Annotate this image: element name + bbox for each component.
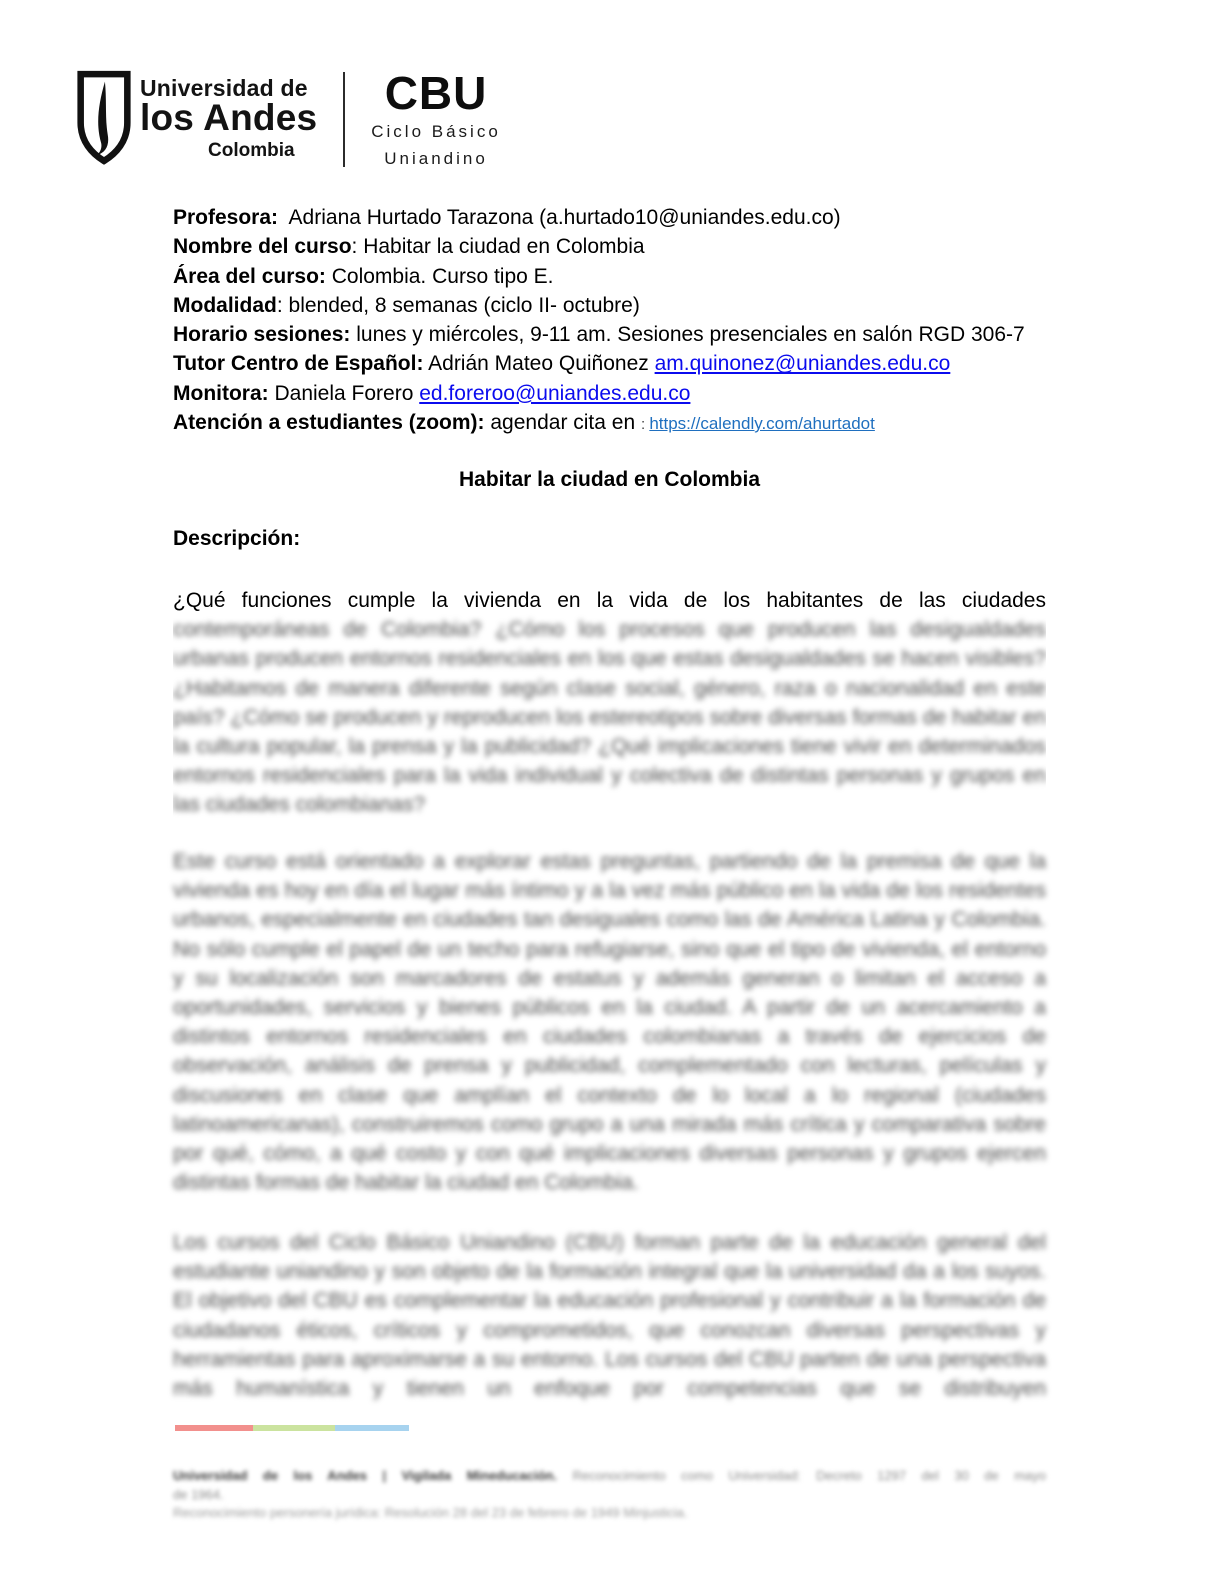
cbu-logo-sub1: Ciclo Básico [371,122,501,141]
accent-bar-blue-segment [335,1425,409,1431]
uniandes-logo-line1: Universidad de [140,75,308,101]
info-value: Adriana Hurtado Tarazona (a.hurtado10@uniandes.edu.co) [278,206,841,229]
info-value: Daniela Forero [268,381,420,405]
accent-bar-red-segment [175,1425,253,1431]
info-label: Profesora: [173,206,279,229]
cbu-logo-sub2: Uniandino [384,149,488,168]
info-value: lunes y miércoles, 9-11 am. Sesiones presenciales en salón RGD 306-7 [350,323,1025,347]
description-paragraph-1 [173,586,1046,824]
course-info [173,203,1113,439]
info-value: agendar cita en [484,411,641,435]
info-line-profesora [173,203,1113,232]
calendly-link[interactable]: https://calendly.com/ahurtadot [649,414,875,434]
info-label: Tutor Centro de Español: [173,352,424,376]
description-paragraph-2-blurred: Este curso está orientado a explorar estas preguntas, partiendo de la premisa de que la vivienda es hoy en día el lugar más íntimo y a la vez más público en la vida de los residentes urbanos, especialmente en ciudades tan desiguales como las de América Latina y Colombia. No sólo cumple el papel de un techo para refugiarse, sino que el tipo de vivienda, el entorno y su localización son marcadores de estatus y además generan o limitan el acceso a oportunidades, servicios y bienes públicos en la ciudad. A partir de un acercamiento a distintos entornos residenciales en ciudades colombianas a través de ejercicios de observación, análisis de prensa y publicidad, complementado con lecturas, películas y discusiones en clase que amplían el contexto de lo local a lo regional (ciudades latinoamericanas), construiremos como grupo a una mirada más crítica y comparativa sobre por qué, cómo, a qué costo y con qué implicaciones diversas personas y grupos ejercen distintas formas de habitar la ciudad en Colombia. [173,850,1046,1195]
monitora-email-link[interactable]: ed.foreroo@uniandes.edu.co [419,381,691,405]
accent-bar-green-segment [253,1425,335,1431]
page-footer [173,1467,1046,1523]
info-line-nombre-curso [173,232,1113,261]
footer-line-3: Reconocimiento personería jurídica: Resolución 28 del 23 de febrero de 1949 Minjusticia. [173,1505,688,1520]
logo-divider [343,72,345,167]
info-line-monitora [173,379,1113,408]
info-value: Adrián Mateo Quiñonez [423,352,655,376]
tutor-email-link[interactable]: am.quinonez@uniandes.edu.co [654,352,951,376]
uniandes-logo-line2: los Andes [140,97,318,138]
info-value: Colombia. Curso tipo E. [325,264,554,288]
info-line-tutor [173,349,1113,378]
footer-line-1 [173,1467,1046,1486]
descripcion-heading: Descripción: [173,527,301,550]
page-title: Habitar la ciudad en Colombia [458,468,761,491]
info-label: Nombre del curso [173,235,352,259]
info-label: Área del curso: [173,264,326,288]
info-label: Horario sesiones: [173,323,351,347]
info-label: Monitora: [173,381,269,405]
uniandes-logo [76,70,317,166]
uniandes-shield-icon [76,70,132,166]
uniandes-logo-text [140,70,317,162]
header [76,67,501,170]
info-line-horario [173,320,1113,349]
footer-line-2: de 1964. [173,1486,224,1502]
info-value: : blended, 8 semanas (ciclo II- octubre) [276,293,640,317]
link-prefix: : [640,416,650,434]
info-line-atencion [173,408,1113,439]
info-line-area-curso [173,262,1113,291]
paragraph-1-blurred-text: contemporáneas de Colombia? ¿Cómo los procesos que producen las desigualdades urbanas producen entornos residenciales en los que estas desigualdades se hacen visibles? ¿Habitamos de manera diferente según clase social, género, raza o nacionalidad en este país? ¿Cómo se producen y reproducen los estereotipos sobre diversas formas de habitar en la cultura popular, la prensa y la publicidad? ¿Qué implicaciones tiene vivir en determinados entornos residenciales para la vida individual y colectiva de distintas personas y grupos en las ciudades colombianas? [173,618,1046,817]
description-paragraph-3-blurred: Los cursos del Ciclo Básico Uniandino (CBU) forman parte de la educación general del estudiante uniandino y son objeto de la formación integral que la universidad da a los suyos. El objetivo del CBU es complementar la educación profesional y contribuir a la formación de ciudadanos éticos, críticos y comprometidos, que conozcan diversas perspectivas y herramientas para aproximarse a su entorno. Los cursos del CBU parten de una perspectiva más humanística y tienen un enfoque por competencias que se distribuyen [173,1231,1046,1401]
info-label: Atención a estudiantes (zoom): [173,411,485,435]
cbu-logo [371,67,501,170]
info-line-modalidad [173,291,1113,320]
info-label: Modalidad [173,293,277,317]
accent-color-bar [175,1425,409,1431]
footer-regular-text: Reconocimiento como Universidad: Decreto 1297 del 30 de mayo [557,1468,1047,1483]
uniandes-logo-line3: Colombia [208,140,295,161]
paragraph-1-first-line: ¿Qué funciones cumple la vivienda en la vida de los habitantes de las ciudades [173,589,1046,612]
cbu-logo-acronym: CBU [384,67,488,119]
footer-bold-text: Universidad de los Andes | Vigilada Mineducación. [173,1468,557,1483]
info-value: : Habitar la ciudad en Colombia [351,235,645,259]
